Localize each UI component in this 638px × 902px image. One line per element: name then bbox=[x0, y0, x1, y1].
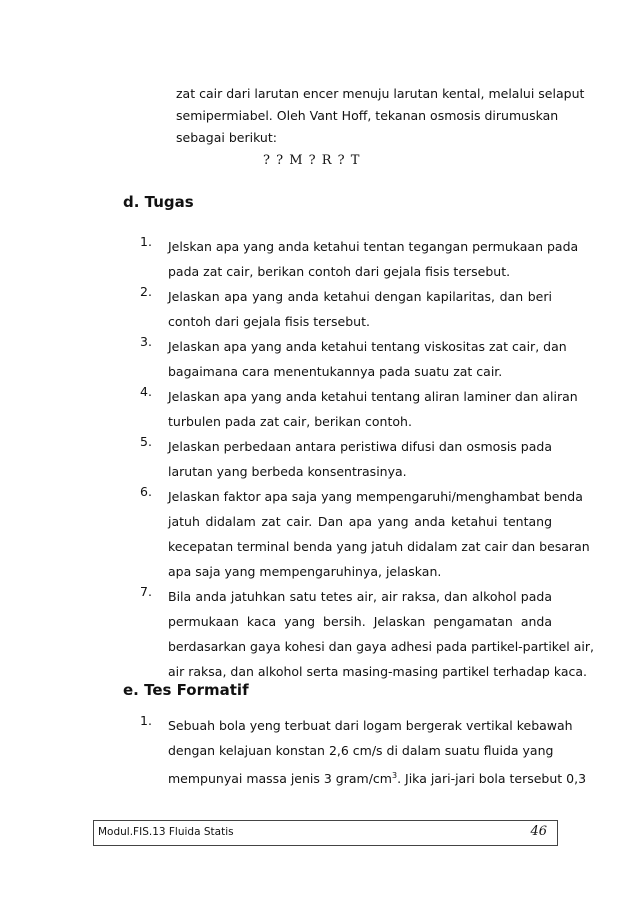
page-number: 46 bbox=[530, 824, 547, 839]
item-line: dengan kelajuan konstan 2,6 cm/s di dalam suatu fluida yang bbox=[168, 743, 554, 758]
page-footer bbox=[93, 820, 558, 846]
item-line: bagaimana cara menentukannya pada suatu zat cair. bbox=[168, 364, 503, 379]
intro-line: zat cair dari larutan encer menuju larutan kental, melalui selaput bbox=[176, 86, 585, 101]
item-number: 6. bbox=[140, 484, 152, 499]
item-line: Sebuah bola yeng terbuat dari logam bergerak vertikal kebawah bbox=[168, 718, 573, 733]
list-item bbox=[140, 284, 552, 334]
item-line: Jelaskan apa yang anda ketahui tentang aliran laminer dan aliran bbox=[168, 389, 578, 404]
item-number: 1. bbox=[140, 234, 152, 249]
item-line: permukaan kaca yang bersih. Jelaskan pengamatan anda bbox=[168, 614, 552, 629]
list-item bbox=[140, 434, 552, 484]
item-number: 4. bbox=[140, 384, 152, 399]
intro-paragraph bbox=[176, 83, 585, 149]
list-item bbox=[140, 713, 587, 788]
intro-line: semipermiabel. Oleh Vant Hoff, tekanan osmosis dirumuskan bbox=[176, 108, 559, 123]
footer-module-label: Modul.FIS.13 Fluida Statis bbox=[98, 826, 234, 838]
item-line: Jelskan apa yang anda ketahui tentan tegangan permukaan pada bbox=[168, 239, 579, 254]
item-line: apa saja yang mempengaruhinya, jelaskan. bbox=[168, 564, 442, 579]
list-item bbox=[140, 584, 594, 684]
item-line: jatuh didalam zat cair. Dan apa yang anda ketahui tentang bbox=[168, 514, 552, 529]
section-heading-tugas: d. Tugas bbox=[123, 193, 194, 211]
item-line bbox=[168, 763, 587, 788]
list-item bbox=[140, 234, 579, 284]
list-item bbox=[140, 384, 578, 434]
item-line: berdasarkan gaya kohesi dan gaya adhesi pada partikel-partikel air, bbox=[168, 639, 594, 654]
item-number: 7. bbox=[140, 584, 152, 599]
item-line: Jelaskan perbedaan antara peristiwa difusi dan osmosis pada bbox=[168, 439, 552, 454]
item-line: Jelaskan apa yang anda ketahui dengan kapilaritas, dan beri bbox=[168, 289, 552, 304]
item-line: larutan yang berbeda konsentrasinya. bbox=[168, 464, 407, 479]
item-line-text: . Jika jari-jari bola tersebut 0,3 bbox=[397, 771, 587, 787]
item-number: 3. bbox=[140, 334, 152, 349]
osmosis-formula: ? ? M ? R ? T bbox=[263, 153, 361, 168]
item-line: Bila anda jatuhkan satu tetes air, air raksa, dan alkohol pada bbox=[168, 589, 552, 604]
item-number: 5. bbox=[140, 434, 152, 449]
formative-test-list bbox=[140, 713, 587, 788]
item-number: 1. bbox=[140, 713, 152, 728]
item-line-text: mempunyai massa jenis 3 gram/cm bbox=[168, 771, 392, 787]
item-line: pada zat cair, berikan contoh dari gejala fisis tersebut. bbox=[168, 264, 511, 279]
item-line: Jelaskan faktor apa saja yang mempengaruhi/menghambat benda bbox=[168, 489, 583, 504]
list-item bbox=[140, 334, 567, 384]
list-item bbox=[140, 484, 590, 584]
section-heading-tes-formatif: e. Tes Formatif bbox=[123, 681, 249, 699]
task-list bbox=[140, 234, 594, 684]
intro-line: sebagai berikut: bbox=[176, 130, 277, 145]
item-line: turbulen pada zat cair, berikan contoh. bbox=[168, 414, 412, 429]
item-line: Jelaskan apa yang anda ketahui tentang viskositas zat cair, dan bbox=[168, 339, 567, 354]
item-line: kecepatan terminal benda yang jatuh didalam zat cair dan besaran bbox=[168, 539, 590, 554]
item-number: 2. bbox=[140, 284, 152, 299]
superscript: 3 bbox=[391, 771, 398, 780]
item-line: air raksa, dan alkohol serta masing-masing partikel terhadap kaca. bbox=[168, 664, 588, 679]
item-line: contoh dari gejala fisis tersebut. bbox=[168, 314, 370, 329]
